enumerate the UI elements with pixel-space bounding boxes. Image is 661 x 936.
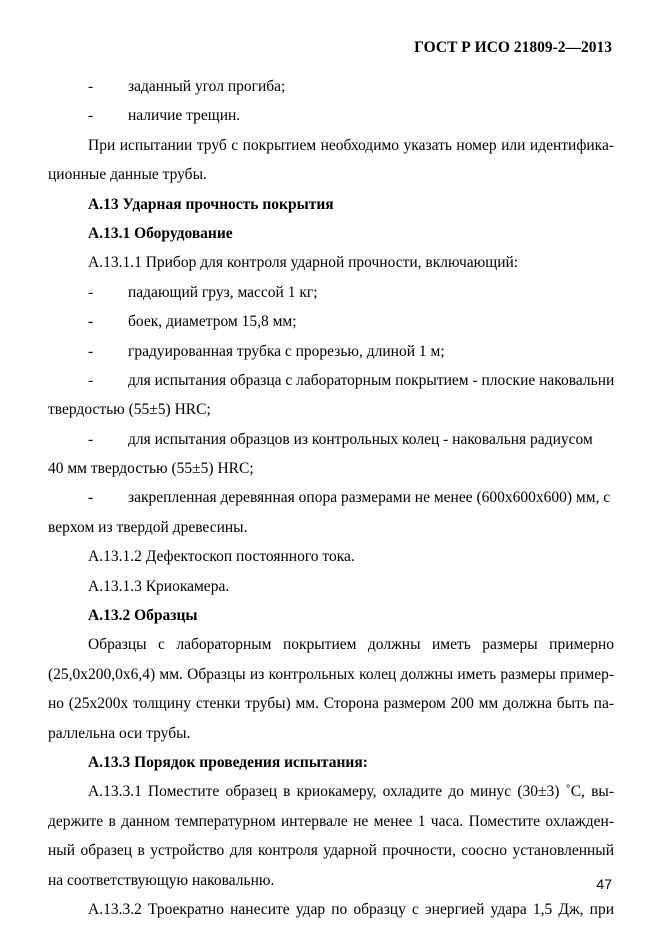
paragraph-line: А.13.3.2 Троекратно нанесите удар по образцу с энергией удара 1,5 Дж, при: [88, 900, 614, 918]
list-item-text: закрепленная деревянная опора размерами не менее (600x600x600) мм, с: [128, 489, 611, 507]
list-dash: -: [88, 313, 94, 331]
paragraph-line: А.13.1.3 Криокамера.: [88, 577, 230, 595]
list-item-text: наличие трещин.: [128, 107, 241, 125]
paragraph-line: ный образец в устройство для контроля ударной прочности, соосно установленный: [48, 842, 614, 860]
list-dash: -: [88, 430, 94, 448]
list-dash: -: [88, 489, 94, 507]
list-item-text: для испытания образцов из контрольных колец - наковальня радиусом: [128, 430, 593, 448]
paragraph-line: верхом из твердой древесины.: [48, 518, 248, 536]
list-dash: -: [88, 342, 94, 360]
list-item-text: боек, диаметром 15,8 мм;: [128, 313, 297, 331]
document-header: ГОСТ Р ИСО 21809-2—2013: [414, 39, 612, 56]
list-item: [48, 366, 614, 395]
section-heading: А.13 Ударная прочность покрытия: [88, 195, 334, 213]
list-item-text: для испытания образца с лабораторным покрытием - плоские наковальни: [128, 371, 615, 389]
subsection-heading: А.13.1 Оборудование: [88, 224, 233, 242]
paragraph-line: 40 мм твердостью (55±5) HRC;: [48, 460, 254, 478]
page-number: 47: [596, 876, 612, 892]
list-item: [48, 72, 614, 101]
paragraph-line: А.13.1.1 Прибор для контроля ударной прочности, включающий:: [88, 254, 519, 272]
paragraph-line: Образцы с лабораторным покрытием должны иметь размеры примерно: [88, 636, 614, 654]
subsection-heading: А.13.3 Порядок проведения испытания:: [88, 753, 368, 771]
paragraph-line: раллельна оси трубы.: [48, 724, 191, 742]
list-item: [48, 307, 614, 336]
list-item: [48, 483, 614, 512]
document-body: [48, 72, 614, 924]
paragraph-line: (25,0x200,0x6,4) мм. Образцы из контрольных колец должны иметь размеры пример-: [48, 665, 614, 683]
list-dash: -: [88, 78, 94, 95]
list-dash: -: [88, 107, 94, 125]
list-dash: -: [88, 371, 94, 389]
paragraph-line: ционные данные трубы.: [48, 166, 207, 184]
paragraph-line: держите в данном температурном интервале не менее 1 часа. Поместите охлажден-: [48, 812, 614, 830]
list-item-text: градуированная трубка с прорезью, длиной 1 м;: [128, 342, 445, 360]
paragraph-line: А.13.1.2 Дефектоскоп постоянного тока.: [88, 548, 355, 566]
list-item: [48, 101, 614, 130]
list-item-text: падающий груз, массой 1 кг;: [128, 283, 318, 301]
list-item: [48, 337, 614, 366]
paragraph-line: При испытании труб с покрытием необходимо указать номер или идентифика-: [88, 136, 614, 154]
list-item-text: заданный угол прогиба;: [128, 78, 286, 95]
paragraph-line: на соответствующую наковальню.: [48, 871, 275, 889]
paragraph-line: но (25x200x толщину стенки трубы) мм. Сторона размером 200 мм должна быть па-: [48, 695, 614, 713]
list-dash: -: [88, 283, 94, 301]
subsection-heading: А.13.2 Образцы: [88, 607, 198, 625]
paragraph-line: твердостью (55±5) HRC;: [48, 401, 211, 419]
paragraph-line: А.13.3.1 Поместите образец в криокамеру, охладите до минус (30±3) ˚С, вы-: [88, 783, 614, 801]
list-item: [48, 425, 614, 454]
list-item: [48, 278, 614, 307]
